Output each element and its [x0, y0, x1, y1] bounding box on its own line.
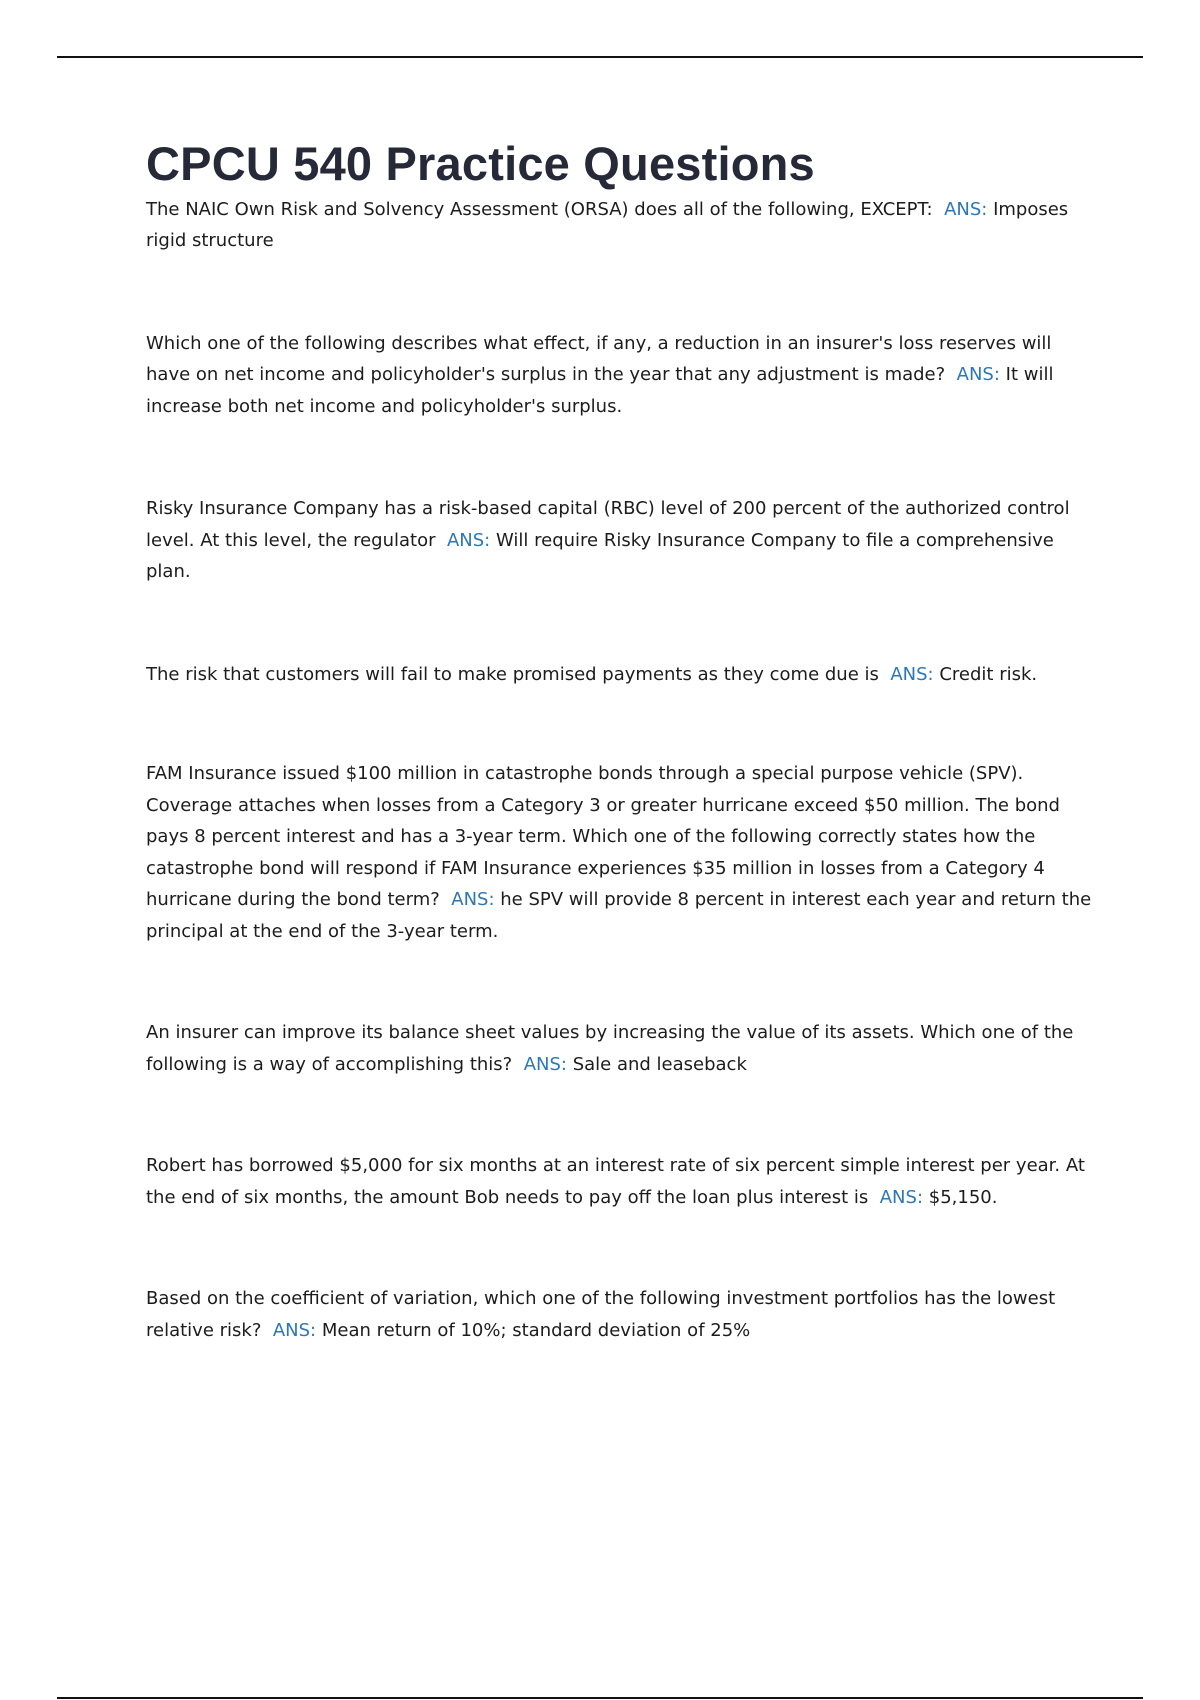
footer-rule — [57, 1697, 1143, 1699]
qa-item — [146, 659, 1096, 691]
answer-label: ANS: — [446, 529, 491, 551]
qa-item — [146, 1017, 1096, 1080]
question-text: Robert has borrowed $5,000 for six months at an interest rate of six percent simple interest per year. At the end of six months, the amount Bob needs to pay off the loan plus interest is — [146, 1155, 1085, 1208]
question-text: Which one of the following describes what effect, if any, a reduction in an insurer's loss reserves will have on net income and policyholder's surplus in the year that any adjustment is made? — [146, 332, 1052, 386]
page-title: CPCU 540 Practice Questions — [146, 137, 815, 190]
qa-item — [146, 1150, 1096, 1213]
qa-item — [146, 493, 1096, 588]
answer-label: ANS: — [944, 198, 988, 220]
answer-label: ANS: — [272, 1319, 317, 1341]
answer-text: Will require Risky Insurance Company to file a comprehensive plan. — [146, 529, 1054, 583]
answer-text: he SPV will provide 8 percent in interest each year and return the principal at the end of the 3-year term. — [146, 889, 1092, 942]
answer-label: ANS: — [451, 889, 495, 911]
question-text: Based on the coefficient of variation, which one of the following investment portfolios has the lowest relative risk? — [146, 1288, 1056, 1341]
answer-label: ANS: — [890, 663, 934, 685]
answer-text: Mean return of 10%; standard deviation of 25% — [321, 1319, 751, 1341]
question-text: The NAIC Own Risk and Solvency Assessment (ORSA) does all of the following, EXCEPT: — [146, 198, 933, 220]
question-text: An insurer can improve its balance sheet values by increasing the value of its assets. Which one of the following is a way of accomplishing this? — [146, 1022, 1074, 1075]
document-body — [146, 138, 1096, 1346]
question-text: The risk that customers will fail to make promised payments as they come due is — [146, 663, 879, 685]
qa-item — [146, 758, 1096, 947]
qa-item — [146, 328, 1096, 423]
question-text: Risky Insurance Company has a risk-based capital (RBC) level of 200 percent of the authorized control level. At this level, the regulator — [146, 498, 1070, 551]
answer-text: It will increase both net income and policyholder's surplus. — [146, 364, 1054, 417]
answer-text: $5,150. — [928, 1186, 998, 1208]
answer-label: ANS: — [523, 1053, 567, 1075]
answer-label: ANS: — [879, 1186, 924, 1208]
qa-item — [146, 194, 1096, 257]
answer-text: Imposes rigid structure — [146, 198, 1069, 252]
question-text: FAM Insurance issued $100 million in catastrophe bonds through a special purpose vehicle (SPV). Coverage attaches when losses from a Category 3 or greater hurricane exceed $50 million. The bond pays 8 percent interest and has a 3-year term. Which one of the following correctly states how the catastrophe bond will respond if FAM Insurance experiences $35 million in losses from a Category 4 hurricane during the bond term? — [146, 763, 1060, 911]
answer-label: ANS: — [956, 364, 1000, 386]
qa-item — [146, 1283, 1096, 1346]
header-rule — [57, 56, 1143, 58]
answer-text: Sale and leaseback — [572, 1053, 747, 1075]
answer-text: Credit risk. — [939, 663, 1038, 685]
